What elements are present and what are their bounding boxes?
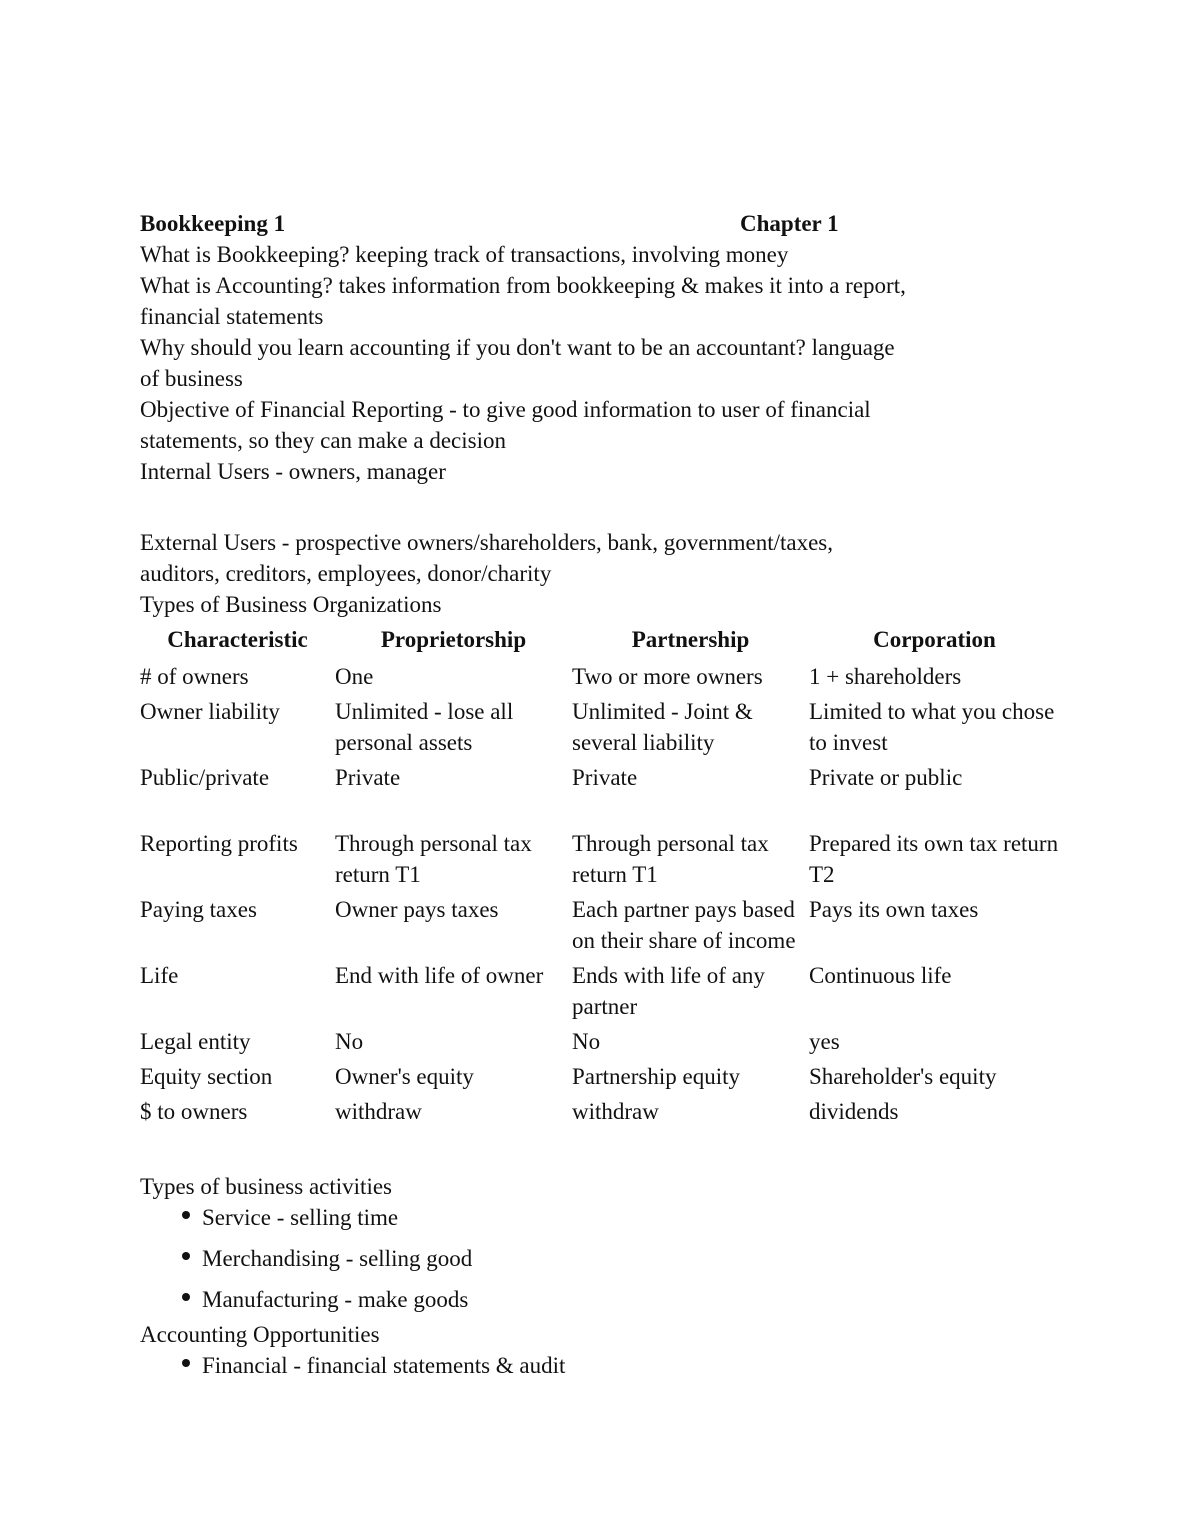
column-header: Corporation	[873, 627, 996, 652]
table-cell: Through personal tax return T1	[572, 831, 769, 887]
table-cell: Life	[140, 963, 179, 988]
column-header: Proprietorship	[380, 627, 527, 652]
table-cell: 1 + shareholders	[809, 664, 962, 689]
column-header: Characteristic	[167, 627, 308, 652]
table-cell: Continuous life	[809, 963, 952, 988]
table-row	[140, 960, 1060, 1026]
table-cell: Unlimited - lose all personal assets	[335, 699, 514, 755]
table-header-row	[140, 624, 1060, 661]
table-row	[140, 1096, 1060, 1131]
intro-line: What is Accounting? takes information from bookkeeping & makes it into a report,	[140, 273, 906, 298]
table-cell: Pays its own taxes	[809, 897, 979, 922]
list-item-text: Service - selling time	[202, 1205, 399, 1230]
table-cell: Owner's equity	[335, 1064, 474, 1089]
table-cell: Partnership equity	[572, 1064, 740, 1089]
table-cell: Legal entity	[140, 1029, 251, 1054]
table-cell: Private	[572, 765, 638, 790]
table-cell: One	[335, 664, 374, 689]
document-header	[140, 208, 1070, 239]
intro-line: Objective of Financial Reporting - to give good information to user of financial	[140, 397, 871, 422]
table-row	[140, 696, 1060, 762]
paragraph-gap	[140, 487, 1070, 527]
table-row	[140, 762, 1060, 828]
table-cell: Two or more owners	[572, 664, 763, 689]
list-item-text: Merchandising - selling good	[202, 1246, 473, 1271]
business-organizations-table	[140, 624, 1060, 1131]
bullet-icon	[182, 1211, 190, 1219]
table-cell: dividends	[809, 1099, 899, 1124]
table-cell: yes	[809, 1029, 840, 1054]
table-cell: Owner pays taxes	[335, 897, 499, 922]
document-page	[140, 208, 1070, 1391]
intro-line: What is Bookkeeping? keeping track of transactions, involving money	[140, 242, 789, 267]
section-heading: Accounting Opportunities	[140, 1322, 380, 1347]
section-heading: Types of Business Organizations	[140, 592, 442, 617]
list-item	[180, 1350, 1070, 1381]
list-item	[180, 1284, 1070, 1315]
list-item-text: Financial - financial statements & audit	[202, 1353, 566, 1378]
bullet-icon	[182, 1252, 190, 1260]
table-cell: withdraw	[335, 1099, 422, 1124]
external-line: External Users - prospective owners/shareholders, bank, government/taxes,	[140, 530, 833, 555]
table-cell: No	[572, 1029, 601, 1054]
table-row	[140, 894, 1060, 960]
table-cell: Shareholder's equity	[809, 1064, 997, 1089]
chapter-label: Chapter 1	[740, 211, 839, 236]
table-cell: No	[335, 1029, 364, 1054]
table-cell: Private or public	[809, 765, 963, 790]
table-cell: Ends with life of any partner	[572, 963, 765, 1019]
table-cell: Each partner pays based on their share of income	[572, 897, 796, 953]
table-cell: Unlimited - Joint & several liability	[572, 699, 753, 755]
list-item	[180, 1243, 1070, 1274]
column-header: Partnership	[631, 627, 750, 652]
table-cell: Equity section	[140, 1064, 273, 1089]
activities-list	[140, 1202, 1070, 1315]
table-cell: Paying taxes	[140, 897, 257, 922]
table-cell: Owner liability	[140, 699, 280, 724]
table-row	[140, 1026, 1060, 1061]
intro-line: of business	[140, 366, 243, 391]
table-cell: Reporting profits	[140, 831, 298, 856]
external-line: auditors, creditors, employees, donor/charity	[140, 561, 552, 586]
table-cell: Limited to what you chose to invest	[809, 699, 1055, 755]
intro-line: financial statements	[140, 304, 324, 329]
table-cell: Through personal tax return T1	[335, 831, 532, 887]
intro-line: Internal Users - owners, manager	[140, 459, 446, 484]
list-item	[180, 1202, 1070, 1233]
bullet-icon	[182, 1359, 190, 1367]
intro-line: Why should you learn accounting if you don't want to be an accountant? language	[140, 335, 895, 360]
paragraph-gap	[140, 1131, 1070, 1171]
bullet-icon	[182, 1293, 190, 1301]
table-cell: Prepared its own tax return T2	[809, 831, 1059, 887]
table-row	[140, 828, 1060, 894]
opportunities-list	[140, 1350, 1070, 1381]
document-title: Bookkeeping 1	[140, 211, 286, 236]
table-cell: End with life of owner	[335, 963, 544, 988]
table-row	[140, 661, 1060, 696]
list-item-text: Manufacturing - make goods	[202, 1287, 469, 1312]
table-cell: $ to owners	[140, 1099, 248, 1124]
table-cell: # of owners	[140, 664, 249, 689]
table-cell: withdraw	[572, 1099, 659, 1124]
intro-line: statements, so they can make a decision	[140, 428, 506, 453]
table-cell: Public/private	[140, 765, 270, 790]
table-cell: Private	[335, 765, 401, 790]
section-heading: Types of business activities	[140, 1174, 392, 1199]
table-row	[140, 1061, 1060, 1096]
